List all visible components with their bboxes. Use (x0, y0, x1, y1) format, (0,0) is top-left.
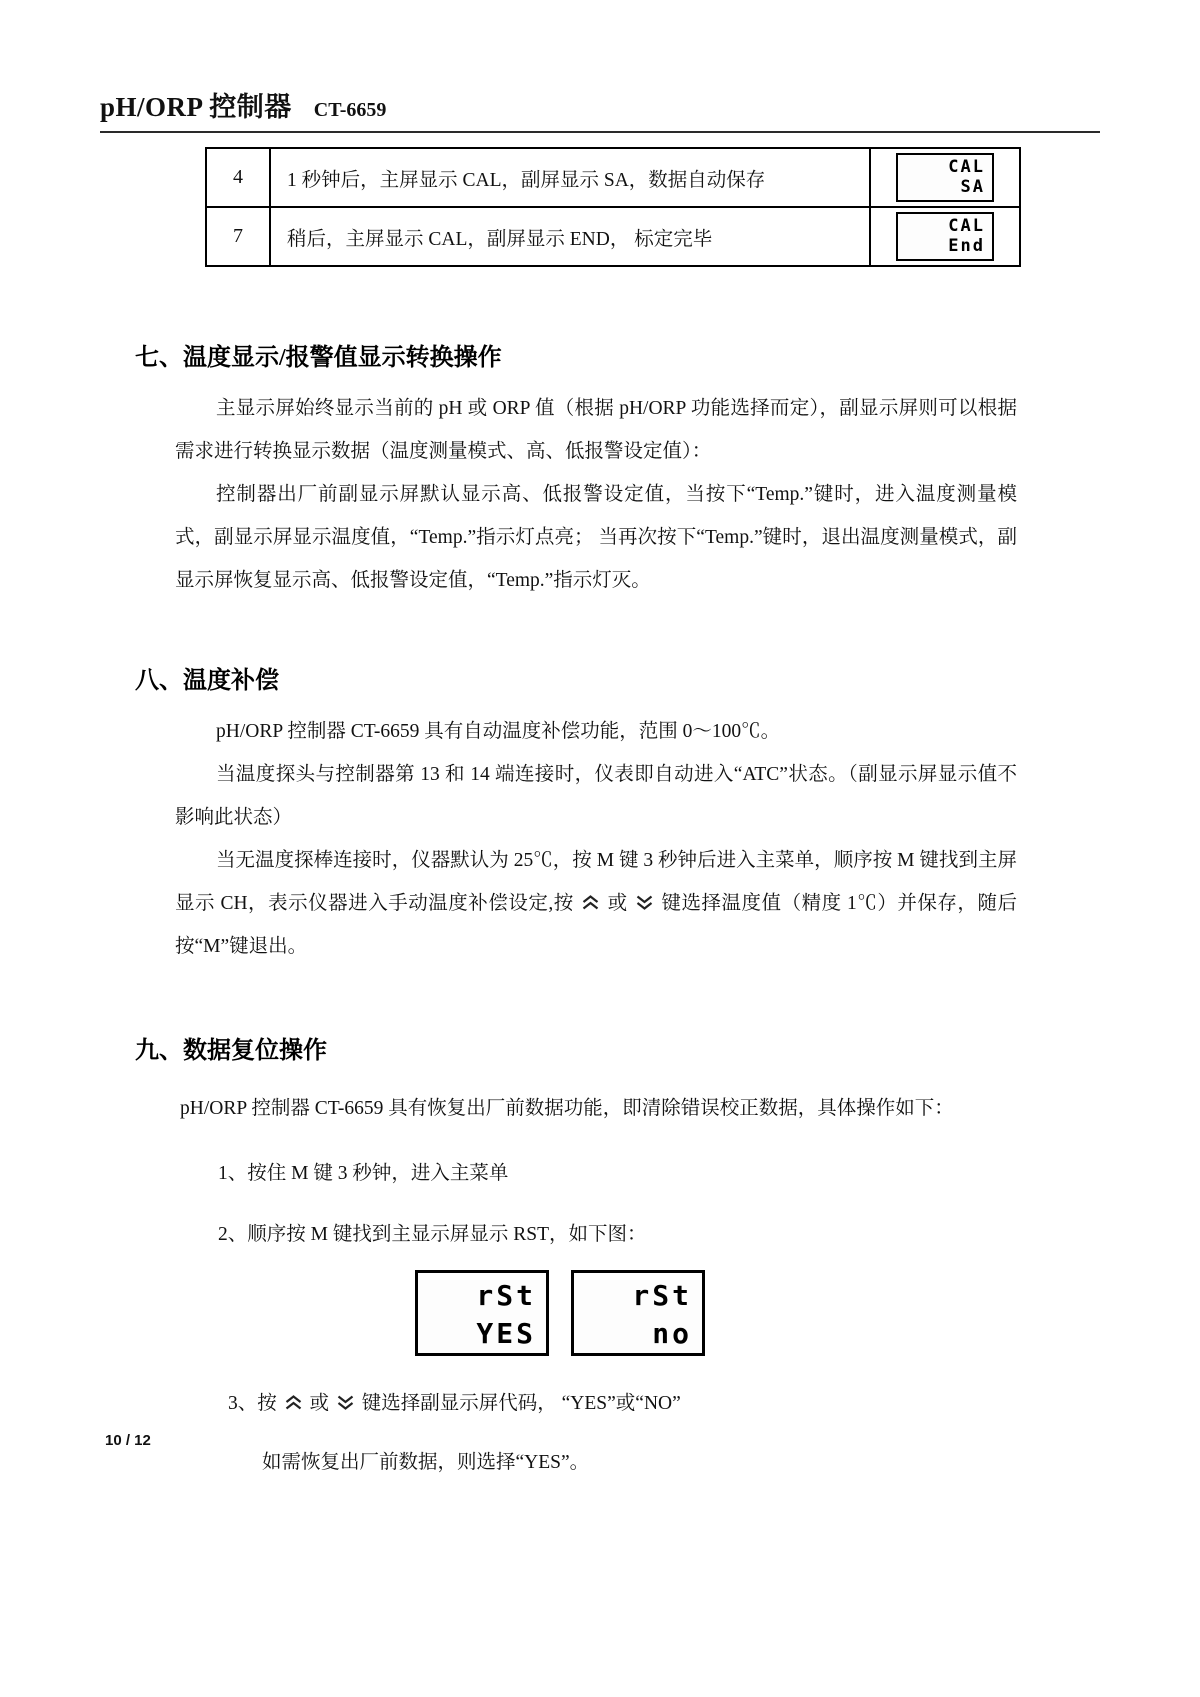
paragraph-text: 当无温度探棒连接时，仪器默认为 25℃，按 M 键 3 秒钟后进入主菜单，顺序按 M 键找到主屏显示 CH，表示仪器进入手动温度补偿设定,按 (175, 850, 1017, 914)
step-description: 1 秒钟后，主屏显示 CAL，副屏显示 SA，数据自动保存 (270, 148, 870, 207)
paragraph: pH/ORP 控制器 CT-6659 具有恢复出厂前数据功能，即清除错误校正数据，具体操作如下： (180, 1098, 954, 1119)
table-row (206, 207, 1020, 266)
step-item: 2、顺序按 M 键找到主显示屏显示 RST，如下图： (218, 1224, 647, 1245)
step-item (228, 1382, 1100, 1425)
paragraph: 控制器出厂前副显示屏默认显示高、低报警设定值，当按下“Temp.”键时，进入温度测量模式，副显示屏显示温度值，“Temp.”指示灯点亮； 当再次按下“Temp.”键时，退出温度测量模式，副显示屏恢复显示高、低报警设定值，“Temp.”指示灯灭。 (175, 484, 1017, 591)
step-number: 7 (206, 207, 270, 266)
header-divider (100, 131, 1100, 133)
step-text: 3、按 (228, 1393, 282, 1414)
lcd-main-reading: CAL (948, 157, 985, 177)
lcd-display-cal-sa (896, 153, 994, 202)
up-key-icon (581, 894, 600, 911)
table-row (206, 148, 1020, 207)
paragraph: 主显示屏始终显示当前的 pH 或 ORP 值（根据 pH/ORP 功能选择而定），副显示屏则可以根据需求进行转换显示数据（温度测量模式、高、低报警设定值）： (175, 398, 1017, 462)
down-key-icon (635, 894, 654, 911)
doc-title: pH/ORP 控制器 (100, 92, 292, 122)
lcd-sub-reading: YES (476, 1317, 536, 1350)
lcd-sub-reading: End (948, 236, 985, 256)
section-data-reset (100, 1030, 1100, 1484)
paragraph: pH/ORP 控制器 CT-6659 具有自动温度补偿功能，范围 0～100℃。 (216, 721, 781, 742)
paragraph (175, 839, 1017, 968)
page-number: 10 / 12 (105, 1432, 151, 1449)
lcd-sub-reading: SA (960, 177, 985, 197)
lcd-figures (415, 1270, 1100, 1356)
section-heading: 八、温度补偿 (135, 668, 279, 694)
section-heading: 九、数据复位操作 (135, 1038, 327, 1064)
page-header (100, 85, 1100, 133)
lcd-main-reading: CAL (948, 216, 985, 236)
section-temp-display-switch (100, 337, 1100, 602)
lcd-cell (870, 148, 1020, 207)
lcd-display-rst-yes (415, 1270, 549, 1356)
calibration-steps-table (205, 147, 1021, 267)
paragraph-text: 键选择温度值（精度 1℃）并保存，随后按“M”键退出。 (175, 893, 1017, 957)
step-number: 4 (206, 148, 270, 207)
up-key-icon (284, 1394, 303, 1411)
paragraph: 如需恢复出厂前数据，则选择“YES”。 (262, 1452, 590, 1473)
section-temp-compensation (100, 660, 1100, 968)
lcd-display-rst-no (571, 1270, 705, 1356)
lcd-sub-reading: no (652, 1317, 692, 1350)
lcd-main-reading: rSt (476, 1279, 536, 1312)
down-key-icon (336, 1394, 355, 1411)
lcd-display-cal-end (896, 212, 994, 261)
lcd-cell (870, 207, 1020, 266)
step-description: 稍后，主屏显示 CAL，副屏显示 END， 标定完毕 (270, 207, 870, 266)
paragraph: 当温度探头与控制器第 13 和 14 端连接时，仪表即自动进入“ATC”状态。（副显示屏显示值不影响此状态） (175, 764, 1017, 828)
step-text: 键选择副显示屏代码， “YES”或“NO” (356, 1393, 681, 1414)
lcd-main-reading: rSt (632, 1279, 692, 1312)
doc-model: CT-6659 (313, 99, 387, 121)
section-heading: 七、温度显示/报警值显示转换操作 (135, 345, 502, 371)
paragraph-text: 或 (602, 893, 634, 914)
step-text: 或 (304, 1393, 334, 1414)
step-item: 1、按住 M 键 3 秒钟，进入主菜单 (218, 1163, 509, 1184)
